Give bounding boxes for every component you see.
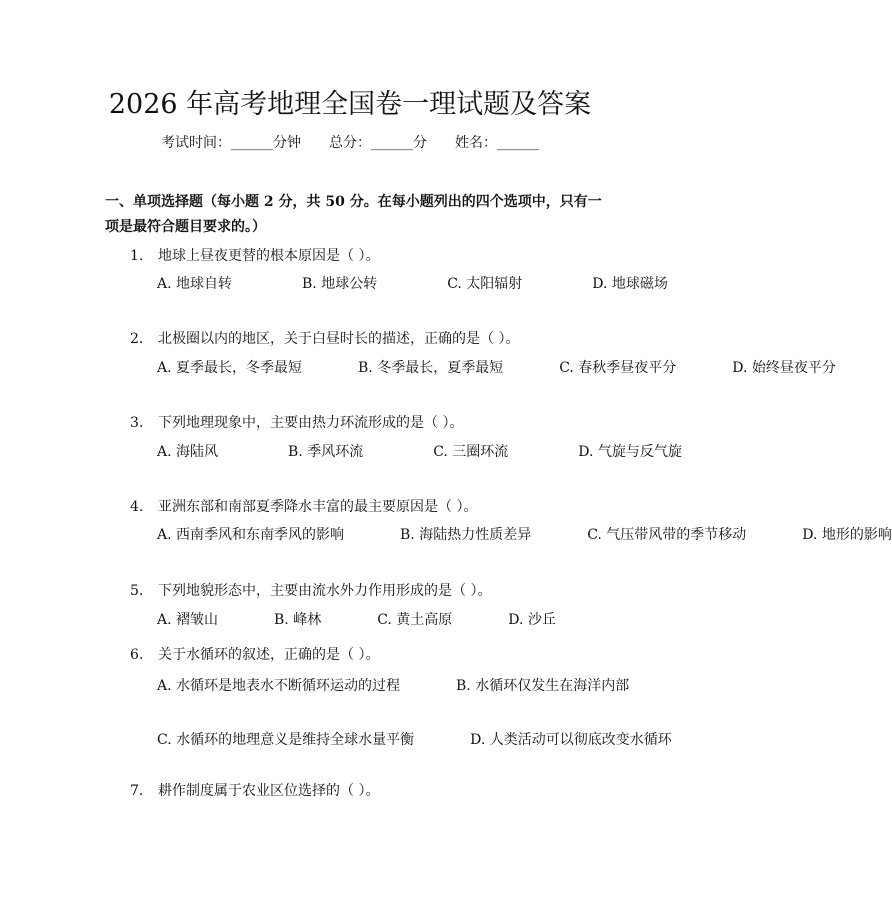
question-3 [130, 412, 463, 432]
options-text: A. 褶皱山 B. 峰林 C. 黄土高原 D. 沙丘 [157, 612, 556, 628]
question-7 [130, 780, 379, 800]
options-text: C. 水循环的地理意义是维持全球水量平衡 D. 人类活动可以彻底改变水循环 [157, 732, 672, 748]
question-2 [130, 328, 519, 348]
question-number: 3. [130, 415, 144, 431]
question-text: 下列地理现象中，主要由热力环流形成的是（ ）。 [158, 415, 464, 431]
options-text: A. 地球自转 B. 地球公转 C. 太阳辐射 D. 地球磁场 [157, 276, 668, 292]
question-4 [130, 496, 477, 516]
question-number: 5. [130, 583, 144, 599]
question-5-options [105, 608, 599, 633]
question-6-options-cd [105, 728, 672, 753]
question-4-options [105, 523, 892, 548]
options-text: A. 水循环是地表水不断循环运动的过程 B. 水循环仅发生在海洋内部 [157, 678, 630, 694]
question-2-options [105, 356, 836, 381]
options-text: A. 夏季最长，冬季最短 B. 冬季最长，夏季最短 C. 春秋季昼夜平分 D. 始终昼夜平分 [157, 360, 836, 376]
question-text: 关于水循环的叙述，正确的是（ ）。 [158, 647, 380, 663]
question-5 [130, 580, 491, 600]
question-text: 地球上昼夜更替的根本原因是（ ）。 [158, 248, 380, 264]
question-1 [130, 245, 379, 265]
page-title: 2026 年高考地理全国卷一理试题及答案 [108, 89, 592, 120]
question-text: 下列地貌形态中，主要由流水外力作用形成的是（ ）。 [158, 583, 492, 599]
name-field: 姓名：______ [455, 135, 539, 151]
options-text: A. 西南季风和东南季风的影响 B. 海陆热力性质差异 C. 气压带风带的季节移动 D. 地形的影响 [157, 527, 892, 543]
question-number: 6. [130, 647, 144, 663]
exam-time-field: 考试时间：______分钟 [161, 135, 301, 151]
total-score-field: 总分：______分 [329, 135, 427, 151]
question-6-options-ab [105, 674, 630, 699]
question-text: 北极圈以内的地区，关于白昼时长的描述，正确的是（ ）。 [158, 331, 520, 347]
question-text: 耕作制度属于农业区位选择的（ ）。 [158, 783, 380, 799]
question-number: 1. [130, 248, 144, 264]
question-3-options [105, 440, 682, 465]
question-6 [130, 644, 379, 664]
question-1-options [105, 272, 668, 297]
question-number: 2. [130, 331, 144, 347]
question-number: 7. [130, 783, 144, 799]
question-number: 4. [130, 499, 144, 515]
section-heading: 一、单项选择题（每小题 2 分，共 50 分。在每小题列出的四个选项中，只有一项是最符合题目要求的。） [105, 194, 602, 235]
question-text: 亚洲东部和南部夏季降水丰富的最主要原因是（ ）。 [158, 499, 478, 515]
exam-info [0, 132, 700, 152]
options-text: A. 海陆风 B. 季风环流 C. 三圈环流 D. 气旋与反气旋 [157, 444, 682, 460]
